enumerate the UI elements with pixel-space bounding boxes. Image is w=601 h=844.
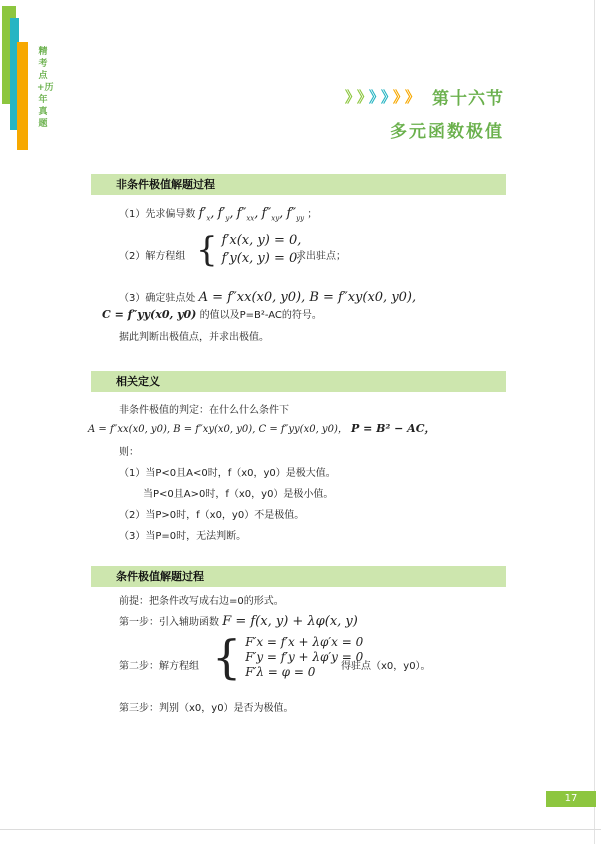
section-title: 多元函数极值 xyxy=(390,122,504,142)
sec1-eq2: f′y(x, y) = 0, xyxy=(221,251,302,266)
sep-1: , xyxy=(210,206,215,221)
sec2-case1b: 当P<0且A>0时，f（x0，y0）是极小值。 xyxy=(143,489,334,500)
sec1-step2-suffix: 求出驻点； xyxy=(296,251,346,262)
sec1-step3-cont xyxy=(102,306,322,321)
sec1-step1 xyxy=(119,205,317,223)
sec1-step3 xyxy=(119,289,416,305)
sec3-eq3: F′λ = φ = 0 xyxy=(245,664,316,679)
sec2-case2: （2）当P>0时，f（x0，y0）不是极值。 xyxy=(119,510,305,521)
left-brace-icon: { xyxy=(196,230,218,270)
sec1-step3-label: （3）确定驻点处 xyxy=(119,293,196,304)
sec1-step1-semicolon: ； xyxy=(307,209,318,220)
sec3-step1 xyxy=(119,613,358,629)
sec1-equation-system xyxy=(196,232,301,268)
side-label: 精考点+历年真题 xyxy=(37,47,54,129)
chevron-icon: 》 xyxy=(344,88,357,106)
partial-fx: $f'_x$ xyxy=(198,206,211,223)
heading-unconditional-extrema: 非条件极值解题过程 xyxy=(91,174,506,195)
sec2-abc-formula: A = f″xx(x0, y0), B = f″xy(x0, y0), C = f″yy(x0, y0)， xyxy=(88,424,348,435)
sep-4: , xyxy=(279,206,284,221)
sec1-step3-suffix: 的值以及P=B²-AC的符号。 xyxy=(199,310,322,321)
sec2-then: 则： xyxy=(119,447,139,458)
sec1-step1-label: （1）先求偏导数 xyxy=(119,209,196,220)
heading-related-definitions: 相关定义 xyxy=(91,371,506,392)
sec3-step2-suffix: 得驻点（x0，y0）。 xyxy=(341,661,431,672)
partial-fy: $f'_y$ xyxy=(217,206,230,223)
sec3-step1-label: 第一步：引入辅助函数 xyxy=(119,617,219,628)
left-brace-icon: { xyxy=(212,630,242,684)
section-header xyxy=(345,84,504,109)
sec3-aux-function: F = f(x, y) + λφ(x, y) xyxy=(222,614,358,629)
sec2-case1a: （1）当P<0且A<0时，f（x0，y0）是极大值。 xyxy=(119,468,336,479)
chevron-icon: 》 xyxy=(356,88,369,106)
sec2-case3: （3）当P=0时，无法判断。 xyxy=(119,531,247,542)
sep-2: , xyxy=(229,206,234,221)
partial-fyy: $f''_{yy}$ xyxy=(286,206,305,223)
sec1-conclusion: 据此判断出极值点，并求出极值。 xyxy=(119,332,269,343)
sec3-step3: 第三步：判别（x0，y0）是否为极值。 xyxy=(119,703,294,714)
sec2-intro: 非条件极值的判定：在什么什么条件下 xyxy=(119,405,289,416)
sec1-step3-math: A = f″xx(x0, y0), B = f″xy(x0, y0), xyxy=(198,290,417,305)
chevron-arrows-icon xyxy=(345,86,417,107)
sec3-eq2: F′y = f′y + λφ′y = 0 xyxy=(245,649,364,664)
sec1-eq1: f′x(x, y) = 0, xyxy=(221,233,302,248)
sec1-step3-C: C = f″yy(x0, y0) xyxy=(102,308,197,321)
page-edge-right xyxy=(594,0,595,844)
sec1-step2-label: （2）解方程组 xyxy=(119,251,186,262)
chevron-icon: 》 xyxy=(380,88,393,106)
decor-bar-orange xyxy=(17,42,28,150)
sep-3: , xyxy=(254,206,259,221)
sec3-premise: 前提：把条件改写成右边=0的形式。 xyxy=(119,596,284,607)
chevron-icon: 》 xyxy=(368,88,381,106)
sec2-formula xyxy=(88,420,435,436)
sec3-step2-label: 第二步：解方程组 xyxy=(119,661,199,672)
chevron-icon: 》 xyxy=(392,88,405,106)
partial-fxx: $f''_{xx}$ xyxy=(236,206,255,223)
chevron-icon: 》 xyxy=(404,88,417,106)
page-edge-bottom xyxy=(0,829,601,830)
heading-conditional-extrema: 条件极值解题过程 xyxy=(91,566,506,587)
sec2-p-formula: P = B² − AC， xyxy=(351,422,436,435)
sec3-eq1: F′x = f′x + λφ′x = 0 xyxy=(245,634,364,649)
section-number: 第十六节 xyxy=(432,89,504,109)
page-number: 17 xyxy=(546,791,596,807)
partial-fxy: $f''_{xy}$ xyxy=(261,206,280,223)
